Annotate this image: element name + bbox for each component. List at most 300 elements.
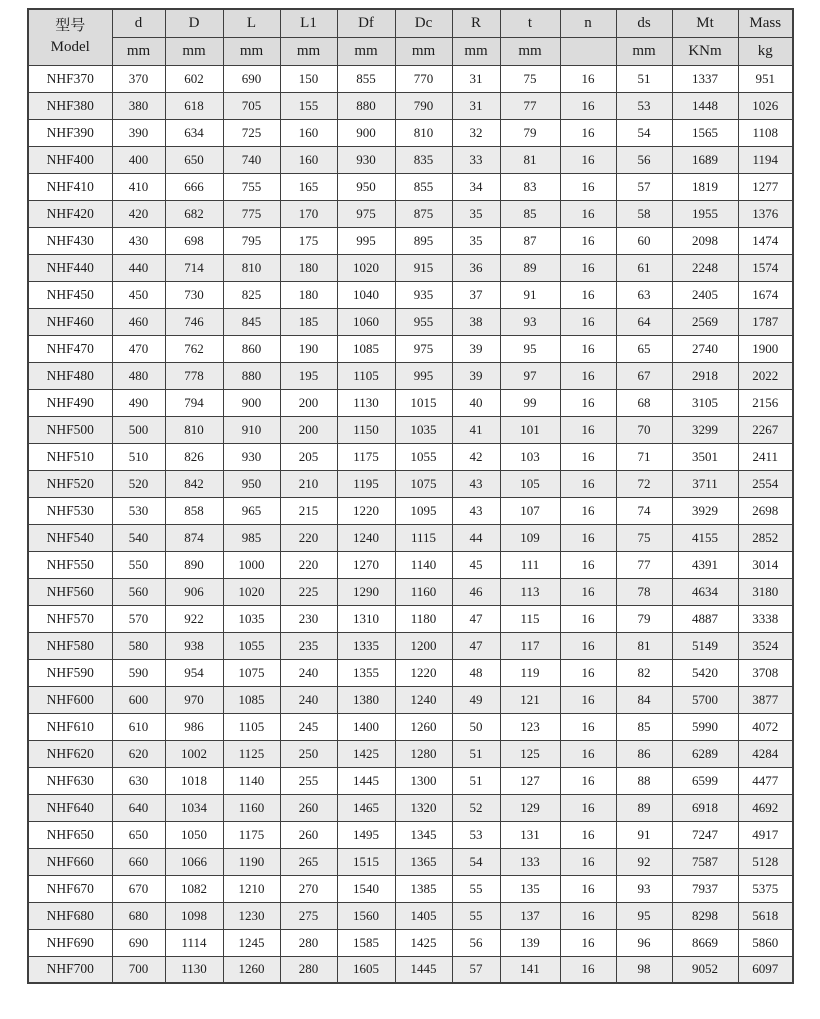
value-cell: 195 <box>280 362 337 389</box>
value-cell: 1245 <box>223 929 280 956</box>
value-cell: 826 <box>165 443 223 470</box>
value-cell: 1290 <box>337 578 395 605</box>
value-cell: 16 <box>560 740 616 767</box>
value-cell: 778 <box>165 362 223 389</box>
model-cell: NHF430 <box>28 227 112 254</box>
value-cell: 4391 <box>672 551 738 578</box>
value-cell: 3929 <box>672 497 738 524</box>
value-cell: 1689 <box>672 146 738 173</box>
value-cell: 795 <box>223 227 280 254</box>
value-cell: 954 <box>165 659 223 686</box>
value-cell: 4477 <box>738 767 793 794</box>
value-cell: 770 <box>395 65 452 92</box>
value-cell: 1465 <box>337 794 395 821</box>
table-row <box>28 632 793 659</box>
value-cell: 74 <box>616 497 672 524</box>
model-cell: NHF580 <box>28 632 112 659</box>
value-cell: 113 <box>500 578 560 605</box>
table-row <box>28 470 793 497</box>
value-cell: 874 <box>165 524 223 551</box>
value-cell: 410 <box>112 173 165 200</box>
value-cell: 34 <box>452 173 500 200</box>
value-cell: 1277 <box>738 173 793 200</box>
value-cell: 835 <box>395 146 452 173</box>
value-cell: 858 <box>165 497 223 524</box>
value-cell: 530 <box>112 497 165 524</box>
value-cell: 16 <box>560 848 616 875</box>
model-column-header <box>28 9 112 65</box>
value-cell: 68 <box>616 389 672 416</box>
table-row <box>28 65 793 92</box>
table-row <box>28 308 793 335</box>
table-row <box>28 524 793 551</box>
value-cell: 3014 <box>738 551 793 578</box>
value-cell: 1819 <box>672 173 738 200</box>
value-cell: 50 <box>452 713 500 740</box>
model-cell: NHF620 <box>28 740 112 767</box>
table-row <box>28 416 793 443</box>
value-cell: 84 <box>616 686 672 713</box>
value-cell: 1026 <box>738 92 793 119</box>
value-cell: 1300 <box>395 767 452 794</box>
table-row <box>28 146 793 173</box>
value-cell: 1445 <box>337 767 395 794</box>
header-row-labels <box>28 9 793 37</box>
value-cell: 31 <box>452 65 500 92</box>
value-cell: 1180 <box>395 605 452 632</box>
value-cell: 99 <box>500 389 560 416</box>
value-cell: 89 <box>500 254 560 281</box>
value-cell: 1380 <box>337 686 395 713</box>
value-cell: 890 <box>165 551 223 578</box>
value-cell: 101 <box>500 416 560 443</box>
model-cell: NHF400 <box>28 146 112 173</box>
value-cell: 825 <box>223 281 280 308</box>
column-header-Dc: Dc <box>395 9 452 37</box>
value-cell: 705 <box>223 92 280 119</box>
value-cell: 1175 <box>337 443 395 470</box>
value-cell: 16 <box>560 686 616 713</box>
value-cell: 875 <box>395 200 452 227</box>
column-header-R: R <box>452 9 500 37</box>
value-cell: 880 <box>223 362 280 389</box>
table-row <box>28 848 793 875</box>
value-cell: 915 <box>395 254 452 281</box>
value-cell: 175 <box>280 227 337 254</box>
value-cell: 56 <box>452 929 500 956</box>
value-cell: 65 <box>616 335 672 362</box>
value-cell: 150 <box>280 65 337 92</box>
value-cell: 430 <box>112 227 165 254</box>
value-cell: 1108 <box>738 119 793 146</box>
value-cell: 1337 <box>672 65 738 92</box>
value-cell: 900 <box>223 389 280 416</box>
unit-Df: mm <box>337 37 395 65</box>
value-cell: 16 <box>560 335 616 362</box>
value-cell: 78 <box>616 578 672 605</box>
value-cell: 1160 <box>395 578 452 605</box>
value-cell: 111 <box>500 551 560 578</box>
column-header-t: t <box>500 9 560 37</box>
table-row <box>28 254 793 281</box>
value-cell: 602 <box>165 65 223 92</box>
value-cell: 43 <box>452 470 500 497</box>
model-cell: NHF550 <box>28 551 112 578</box>
table-row <box>28 551 793 578</box>
value-cell: 725 <box>223 119 280 146</box>
value-cell: 92 <box>616 848 672 875</box>
column-header-n: n <box>560 9 616 37</box>
value-cell: 1270 <box>337 551 395 578</box>
unit-L: mm <box>223 37 280 65</box>
table-row <box>28 956 793 983</box>
value-cell: 650 <box>165 146 223 173</box>
value-cell: 460 <box>112 308 165 335</box>
value-cell: 1385 <box>395 875 452 902</box>
value-cell: 220 <box>280 524 337 551</box>
value-cell: 590 <box>112 659 165 686</box>
value-cell: 1220 <box>337 497 395 524</box>
model-cell: NHF480 <box>28 362 112 389</box>
value-cell: 1020 <box>223 578 280 605</box>
model-cell: NHF530 <box>28 497 112 524</box>
unit-Dc: mm <box>395 37 452 65</box>
value-cell: 81 <box>500 146 560 173</box>
value-cell: 4284 <box>738 740 793 767</box>
value-cell: 85 <box>616 713 672 740</box>
table-row <box>28 902 793 929</box>
value-cell: 16 <box>560 632 616 659</box>
table-row <box>28 929 793 956</box>
model-cell: NHF570 <box>28 605 112 632</box>
value-cell: 975 <box>395 335 452 362</box>
value-cell: 470 <box>112 335 165 362</box>
value-cell: 44 <box>452 524 500 551</box>
value-cell: 79 <box>500 119 560 146</box>
value-cell: 690 <box>112 929 165 956</box>
value-cell: 185 <box>280 308 337 335</box>
value-cell: 1175 <box>223 821 280 848</box>
model-cell: NHF370 <box>28 65 112 92</box>
value-cell: 85 <box>500 200 560 227</box>
model-cell: NHF470 <box>28 335 112 362</box>
value-cell: 83 <box>500 173 560 200</box>
value-cell: 275 <box>280 902 337 929</box>
value-cell: 1474 <box>738 227 793 254</box>
value-cell: 650 <box>112 821 165 848</box>
value-cell: 5860 <box>738 929 793 956</box>
value-cell: 1040 <box>337 281 395 308</box>
value-cell: 1035 <box>223 605 280 632</box>
value-cell: 1066 <box>165 848 223 875</box>
value-cell: 3501 <box>672 443 738 470</box>
value-cell: 970 <box>165 686 223 713</box>
value-cell: 96 <box>616 929 672 956</box>
value-cell: 3524 <box>738 632 793 659</box>
value-cell: 4692 <box>738 794 793 821</box>
value-cell: 520 <box>112 470 165 497</box>
value-cell: 6097 <box>738 956 793 983</box>
value-cell: 127 <box>500 767 560 794</box>
value-cell: 1787 <box>738 308 793 335</box>
value-cell: 47 <box>452 605 500 632</box>
value-cell: 995 <box>395 362 452 389</box>
unit-t: mm <box>500 37 560 65</box>
value-cell: 38 <box>452 308 500 335</box>
value-cell: 88 <box>616 767 672 794</box>
value-cell: 240 <box>280 659 337 686</box>
model-cell: NHF640 <box>28 794 112 821</box>
value-cell: 16 <box>560 578 616 605</box>
value-cell: 660 <box>112 848 165 875</box>
value-cell: 36 <box>452 254 500 281</box>
value-cell: 8669 <box>672 929 738 956</box>
value-cell: 4917 <box>738 821 793 848</box>
value-cell: 245 <box>280 713 337 740</box>
value-cell: 950 <box>337 173 395 200</box>
model-cell: NHF410 <box>28 173 112 200</box>
value-cell: 2740 <box>672 335 738 362</box>
value-cell: 620 <box>112 740 165 767</box>
value-cell: 666 <box>165 173 223 200</box>
model-cell: NHF600 <box>28 686 112 713</box>
value-cell: 2156 <box>738 389 793 416</box>
value-cell: 123 <box>500 713 560 740</box>
value-cell: 2098 <box>672 227 738 254</box>
table-row <box>28 713 793 740</box>
model-cell: NHF690 <box>28 929 112 956</box>
value-cell: 4634 <box>672 578 738 605</box>
value-cell: 49 <box>452 686 500 713</box>
value-cell: 61 <box>616 254 672 281</box>
value-cell: 280 <box>280 929 337 956</box>
value-cell: 260 <box>280 794 337 821</box>
column-header-Mt: Mt <box>672 9 738 37</box>
value-cell: 16 <box>560 659 616 686</box>
value-cell: 1190 <box>223 848 280 875</box>
value-cell: 16 <box>560 227 616 254</box>
value-cell: 1035 <box>395 416 452 443</box>
value-cell: 1400 <box>337 713 395 740</box>
value-cell: 45 <box>452 551 500 578</box>
value-cell: 7247 <box>672 821 738 848</box>
value-cell: 16 <box>560 443 616 470</box>
value-cell: 762 <box>165 335 223 362</box>
value-cell: 698 <box>165 227 223 254</box>
value-cell: 5990 <box>672 713 738 740</box>
value-cell: 910 <box>223 416 280 443</box>
value-cell: 5375 <box>738 875 793 902</box>
value-cell: 2411 <box>738 443 793 470</box>
table-row <box>28 281 793 308</box>
value-cell: 380 <box>112 92 165 119</box>
value-cell: 133 <box>500 848 560 875</box>
value-cell: 37 <box>452 281 500 308</box>
unit-ds: mm <box>616 37 672 65</box>
value-cell: 986 <box>165 713 223 740</box>
value-cell: 2022 <box>738 362 793 389</box>
value-cell: 93 <box>616 875 672 902</box>
table-row <box>28 497 793 524</box>
value-cell: 700 <box>112 956 165 983</box>
value-cell: 16 <box>560 956 616 983</box>
value-cell: 54 <box>452 848 500 875</box>
value-cell: 125 <box>500 740 560 767</box>
value-cell: 390 <box>112 119 165 146</box>
unit-R: mm <box>452 37 500 65</box>
value-cell: 550 <box>112 551 165 578</box>
value-cell: 1210 <box>223 875 280 902</box>
value-cell: 71 <box>616 443 672 470</box>
value-cell: 1115 <box>395 524 452 551</box>
value-cell: 64 <box>616 308 672 335</box>
value-cell: 1125 <box>223 740 280 767</box>
value-cell: 6918 <box>672 794 738 821</box>
value-cell: 93 <box>500 308 560 335</box>
column-header-ds: ds <box>616 9 672 37</box>
value-cell: 91 <box>616 821 672 848</box>
value-cell: 4155 <box>672 524 738 551</box>
value-cell: 32 <box>452 119 500 146</box>
value-cell: 55 <box>452 902 500 929</box>
value-cell: 450 <box>112 281 165 308</box>
table-row <box>28 578 793 605</box>
value-cell: 755 <box>223 173 280 200</box>
value-cell: 5149 <box>672 632 738 659</box>
value-cell: 540 <box>112 524 165 551</box>
value-cell: 225 <box>280 578 337 605</box>
value-cell: 1955 <box>672 200 738 227</box>
value-cell: 51 <box>452 767 500 794</box>
value-cell: 89 <box>616 794 672 821</box>
value-cell: 54 <box>616 119 672 146</box>
column-header-Df: Df <box>337 9 395 37</box>
value-cell: 570 <box>112 605 165 632</box>
value-cell: 1260 <box>223 956 280 983</box>
value-cell: 16 <box>560 794 616 821</box>
value-cell: 135 <box>500 875 560 902</box>
value-cell: 1260 <box>395 713 452 740</box>
value-cell: 1130 <box>337 389 395 416</box>
value-cell: 16 <box>560 281 616 308</box>
value-cell: 5128 <box>738 848 793 875</box>
value-cell: 670 <box>112 875 165 902</box>
value-cell: 67 <box>616 362 672 389</box>
value-cell: 107 <box>500 497 560 524</box>
value-cell: 46 <box>452 578 500 605</box>
value-cell: 16 <box>560 65 616 92</box>
value-cell: 1002 <box>165 740 223 767</box>
value-cell: 630 <box>112 767 165 794</box>
value-cell: 1230 <box>223 902 280 929</box>
value-cell: 1055 <box>395 443 452 470</box>
model-cell: NHF560 <box>28 578 112 605</box>
table-row <box>28 389 793 416</box>
value-cell: 975 <box>337 200 395 227</box>
value-cell: 634 <box>165 119 223 146</box>
value-cell: 2698 <box>738 497 793 524</box>
value-cell: 205 <box>280 443 337 470</box>
value-cell: 1240 <box>395 686 452 713</box>
value-cell: 935 <box>395 281 452 308</box>
value-cell: 265 <box>280 848 337 875</box>
value-cell: 680 <box>112 902 165 929</box>
value-cell: 1320 <box>395 794 452 821</box>
column-header-L1: L1 <box>280 9 337 37</box>
unit-d: mm <box>112 37 165 65</box>
value-cell: 1034 <box>165 794 223 821</box>
value-cell: 16 <box>560 362 616 389</box>
value-cell: 75 <box>500 65 560 92</box>
value-cell: 260 <box>280 821 337 848</box>
value-cell: 1376 <box>738 200 793 227</box>
value-cell: 1310 <box>337 605 395 632</box>
value-cell: 63 <box>616 281 672 308</box>
value-cell: 400 <box>112 146 165 173</box>
header-row-units <box>28 37 793 65</box>
value-cell: 131 <box>500 821 560 848</box>
value-cell: 51 <box>616 65 672 92</box>
value-cell: 3299 <box>672 416 738 443</box>
value-cell: 16 <box>560 389 616 416</box>
table-row <box>28 740 793 767</box>
value-cell: 746 <box>165 308 223 335</box>
value-cell: 139 <box>500 929 560 956</box>
value-cell: 16 <box>560 92 616 119</box>
value-cell: 740 <box>223 146 280 173</box>
value-cell: 43 <box>452 497 500 524</box>
value-cell: 1098 <box>165 902 223 929</box>
value-cell: 1075 <box>395 470 452 497</box>
model-cell: NHF660 <box>28 848 112 875</box>
value-cell: 922 <box>165 605 223 632</box>
value-cell: 3338 <box>738 605 793 632</box>
value-cell: 1105 <box>223 713 280 740</box>
value-cell: 240 <box>280 686 337 713</box>
value-cell: 3708 <box>738 659 793 686</box>
value-cell: 1900 <box>738 335 793 362</box>
value-cell: 1050 <box>165 821 223 848</box>
spec-table <box>27 8 794 984</box>
value-cell: 714 <box>165 254 223 281</box>
model-cell: NHF590 <box>28 659 112 686</box>
value-cell: 1200 <box>395 632 452 659</box>
value-cell: 16 <box>560 416 616 443</box>
unit-D: mm <box>165 37 223 65</box>
value-cell: 600 <box>112 686 165 713</box>
unit-L1: mm <box>280 37 337 65</box>
value-cell: 57 <box>616 173 672 200</box>
value-cell: 280 <box>280 956 337 983</box>
value-cell: 160 <box>280 146 337 173</box>
table-header <box>28 9 793 65</box>
value-cell: 855 <box>337 65 395 92</box>
model-cell: NHF680 <box>28 902 112 929</box>
value-cell: 16 <box>560 146 616 173</box>
table-row <box>28 119 793 146</box>
value-cell: 1160 <box>223 794 280 821</box>
value-cell: 77 <box>500 92 560 119</box>
value-cell: 98 <box>616 956 672 983</box>
value-cell: 1540 <box>337 875 395 902</box>
column-header-D: D <box>165 9 223 37</box>
value-cell: 1560 <box>337 902 395 929</box>
value-cell: 985 <box>223 524 280 551</box>
value-cell: 1280 <box>395 740 452 767</box>
value-cell: 1082 <box>165 875 223 902</box>
table-row <box>28 227 793 254</box>
value-cell: 3877 <box>738 686 793 713</box>
